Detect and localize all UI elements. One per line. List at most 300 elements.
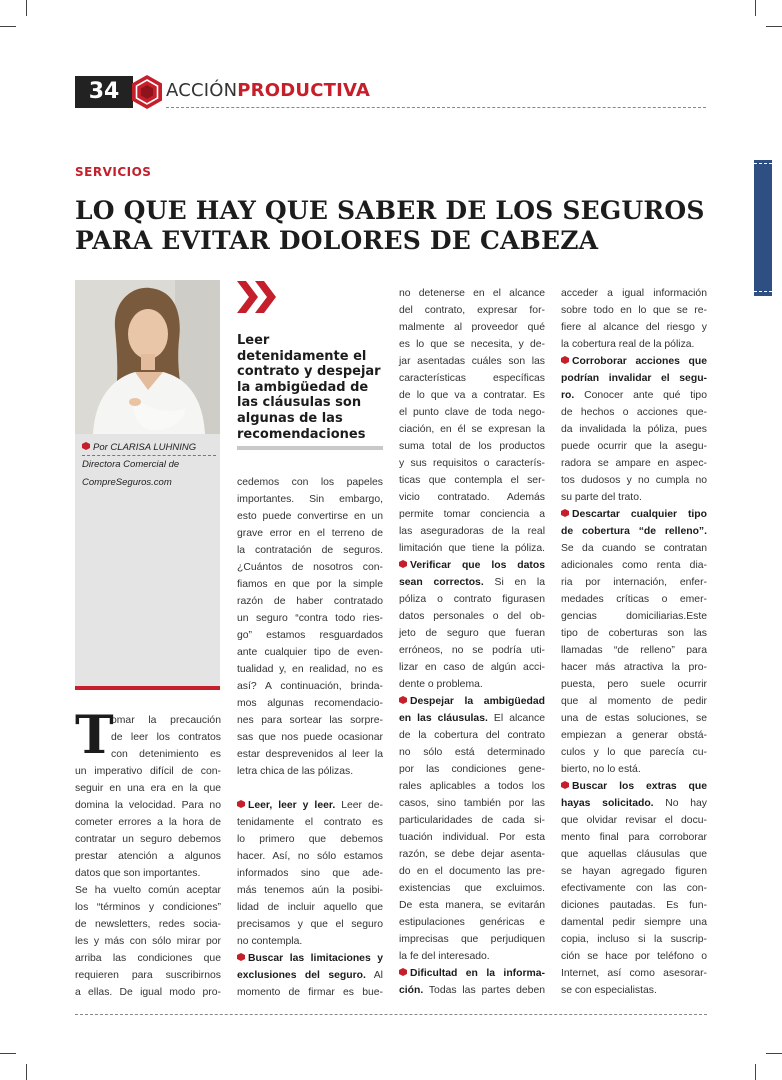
line-text: importantes. Sin embargo, [237,494,383,505]
text-line [399,472,545,489]
text-line [75,967,221,984]
text-line [237,525,383,542]
caption-divider [82,455,216,456]
bold-lead: hayas solicitado. [561,798,654,809]
text-line [399,676,545,693]
pull-quote: Leer detenidamente el contrato y despejar la ambigüedad de las cláusulas son algunas de las recomendaciones [237,333,381,442]
line-text: De esta manera, se evitarán [399,900,545,911]
line-text: cedemos con los papeles [237,477,383,488]
line-text: fiere al alcance del riesgo y [561,322,707,333]
text-line [399,829,545,846]
text-line [399,353,545,370]
bold-lead: exclusiones del seguro. [237,970,366,981]
text-line [399,846,545,863]
author-name-line [82,441,216,454]
text-line [399,506,545,523]
bold-lead: Despejar la ambigüedad [410,696,545,707]
text-line [399,285,545,302]
text-line [237,865,383,882]
crop-mark [755,1064,756,1080]
line-text: su parte del trato. [561,492,642,503]
line-text: gencias domiciliarias.Este [561,611,707,622]
text-line [561,761,707,778]
text-line [399,931,545,948]
line-text: domina la velocidad. Para no [75,800,221,811]
text-line [561,727,707,744]
text-line [561,319,707,336]
text-line [399,404,545,421]
text-line [237,576,383,593]
sidebar-accent-bar [75,686,220,690]
line-text: de newsletters, redes socia- [75,919,221,930]
text-line [561,795,707,812]
text-line [237,882,383,899]
text-line [561,982,707,999]
line-text: se con especialistas. [561,985,657,996]
line-text: rales aplicables a todos los [399,781,545,792]
footer-divider [75,1014,707,1015]
line-text: un imperativo difícil de con- [75,766,221,777]
bold-lead: Buscar los extras que [572,781,707,792]
author-photo [75,280,220,434]
text-line [237,746,383,763]
line-text: fiamos en que por la simple [237,579,383,590]
text-line [561,421,707,438]
bullet-hexagon-icon [399,696,407,704]
text-line [399,659,545,676]
line-text: dente o problema. [399,679,483,690]
text-line [237,542,383,559]
text-line [561,387,707,404]
text-line [399,710,545,727]
text-line [399,591,545,608]
text-line [399,642,545,659]
line-text: que aquellas cláusulas que [561,849,707,860]
text-line [75,831,221,848]
line-text: tuación individual. Por esta [399,832,545,843]
bullet-hexagon-icon [399,560,407,568]
text-line [561,540,707,557]
line-text: mos algunas recomendacio- [237,698,383,709]
text-line [561,642,707,659]
line-text: efectivamente con las con- [561,883,707,894]
page-number: 34 [75,76,133,108]
text-line [399,863,545,880]
text-line [561,438,707,455]
line-text: requieren para suscribirnos [75,970,221,981]
text-line [75,848,221,865]
text-line [399,319,545,336]
bullet-hexagon-icon [561,781,569,789]
text-line [237,559,383,576]
line-text: lizar en caso de algún acci- [399,662,545,673]
crop-mark [0,26,16,27]
drop-cap: T [75,705,114,766]
line-text: adicionales como renta dia- [561,560,707,571]
text-line [399,625,545,642]
line-text: da invalidada la póliza, pues [561,424,707,435]
text-line [75,882,221,899]
text-line [399,523,545,540]
line-text: estipulaciones genéricas e [399,917,545,928]
text-line [561,506,707,523]
line-text: el punto clave de toda nego- [399,407,545,418]
bold-lead: Dificultad en la informa- [410,968,545,979]
text-line [237,984,383,1001]
line-text: mento final para corroborar [561,832,707,843]
text-line [237,627,383,644]
text-line [399,812,545,829]
line-text: no detenerse en el alcance [399,288,545,299]
line-text: características específicas [399,373,545,384]
text-line [561,914,707,931]
article-column-2 [237,474,383,1001]
line-text: acceder a igual información [561,288,707,299]
paragraph-gap [237,780,383,797]
text-line [237,933,383,950]
text-line [561,285,707,302]
text-line [75,950,221,967]
line-text: damental pedir siempre una [561,917,707,928]
bold-lead: podrían invalidar el segu- [561,373,707,384]
line-text: informados sino que ade- [237,868,383,879]
line-text: casos, sino también por las [399,798,545,809]
text-line [399,761,545,778]
line-text: lo primero que debemos [237,834,383,845]
line-text: datos que son importantes. [75,868,201,879]
line-text: del contrato, expresar for- [399,305,545,316]
line-text: más tenemos aún la posibi- [237,885,383,896]
text-line [237,814,383,831]
text-line [561,302,707,319]
line-text: copia, incluso si la suscrip- [561,934,707,945]
line-text: los “términos y condiciones” [75,902,221,913]
line-text: las aseguradoras de la real [399,526,545,537]
line-text: con detenimiento es [111,749,221,760]
line-text: bierto, no lo está. [561,764,641,775]
text-line [561,523,707,540]
text-line [399,557,545,574]
line-text: seguir en una era en la que [75,783,221,794]
line-text: limitación que tiene la póliza. [399,543,545,554]
text-line [399,744,545,761]
text-line [237,474,383,491]
line-text: por las condiciones gene- [399,764,545,775]
text-line [399,489,545,506]
text-line [237,967,383,984]
line-text: tos dudosos y no cumpla no [561,475,707,486]
text-line [561,370,707,387]
text-line [75,984,221,1001]
line-text: Internet, así como asesorar- [561,968,707,979]
text-line [237,661,383,678]
bullet-hexagon-icon [237,800,245,808]
line-text: llamadas “de relleno” para [561,645,707,656]
text-line [561,693,707,710]
text-line [399,336,545,353]
bullet-hexagon-icon [561,509,569,517]
line-text: tipo de coberturas son las [561,628,707,639]
text-line [399,948,545,965]
text-line [237,797,383,814]
bullet-hexagon-icon [399,968,407,976]
text-line [237,763,383,780]
article-column-1 [75,705,221,1001]
brand-part-2: PRODUCTIVA [237,80,371,101]
text-line [237,950,383,967]
line-text: momento de firmar es bue- [237,987,383,998]
text-line [237,831,383,848]
text-line [561,336,707,353]
text-line [561,625,707,642]
text-line [75,865,221,882]
line-text: culos y lo que parecía cu- [561,747,707,758]
text-line [561,897,707,914]
line-text: la fe del interesado. [399,951,490,962]
bullet-hexagon-icon [561,356,569,364]
text-line [75,933,221,950]
line-text: estar desprevenidos al leer la [237,749,383,760]
text-line [561,353,707,370]
bold-lead: ción. [399,985,424,996]
line-text: diciones pautadas. Es fun- [561,900,707,911]
text-line [561,931,707,948]
double-chevron-icon [237,281,279,313]
bold-lead: Descartar cualquier tipo [572,509,707,520]
text-line [399,574,545,591]
line-text: ¿Cuántos de nosotros con- [237,562,383,573]
line-text: suma total de los productos [399,441,545,452]
bold-lead: Corroborar acciones que [572,356,707,367]
line-text: vicio contratado. Además [399,492,545,503]
line-text: así? A continuación, brinda- [237,681,383,692]
line-text: ante cualquier tipo de even- [237,647,383,658]
line-text: particularidades de cada si- [399,815,545,826]
line-text: un seguro “contra todo ries- [237,613,383,624]
text-line [399,982,545,999]
line-text: arriba las condiciones que [75,953,221,964]
line-text: puede ocurrir que la asegu- [561,441,707,452]
crop-mark [26,1064,27,1080]
text-line [561,829,707,846]
line-text: ciación, en él se expresan la [399,424,545,435]
line-text: puesta, pero suele ocurrir [561,679,707,690]
text-line [399,608,545,625]
text-line [75,797,221,814]
line-text: datos personales o del ob- [399,611,545,622]
crop-mark [766,26,782,27]
text-line [237,848,383,865]
line-text: sas que nos puede ocasionar [237,732,383,743]
line-text: Leer de- [335,800,383,811]
text-line [561,778,707,795]
line-text: se hayan agregado figuren [561,866,707,877]
brand-part-1: ACCIÓN [166,80,238,101]
line-text: que olvidar revisar el docu- [561,815,707,826]
line-text: hacer. Así, no sólo estamos [237,851,383,862]
line-text: de lo que va a contratar. Es [399,390,545,401]
crop-mark [766,1053,782,1054]
text-line [399,302,545,319]
line-text: precisamos y que el seguro [237,919,383,930]
line-text: no contempla. [237,936,303,947]
line-text: una de estas soluciones, se [561,713,707,724]
tab-dash [754,291,772,292]
line-text: es lo que se necesita, y de- [399,339,545,350]
text-line [399,438,545,455]
line-text: de leer los contratos [111,732,221,743]
bold-lead: en las cláusulas. [399,713,488,724]
line-text: imprecisas que perjudiquen [399,934,545,945]
text-line [399,727,545,744]
text-line [237,899,383,916]
line-text: la contratación de seguros. [237,545,383,556]
line-text: no sólo está determinado [399,747,545,758]
line-text: existencias que excluimos. [399,883,545,894]
tab-dash [754,163,772,164]
bold-lead: Verificar que los datos [410,560,545,571]
line-text: permite tomar conciencia a [399,509,545,520]
crop-mark [0,1053,16,1054]
text-line [399,421,545,438]
text-line [399,693,545,710]
text-line [399,914,545,931]
text-line [399,370,545,387]
text-line [237,593,383,610]
author-role: Directora Comercial de [82,459,180,470]
line-text: Se ha vuelto común aceptar [75,885,221,896]
bold-lead: Leer, leer y leer. [248,800,336,811]
text-line [399,778,545,795]
line-text: Conocer ante qué tipo [574,390,707,401]
text-line [237,678,383,695]
line-text: El alcance [487,713,546,724]
line-text: Al [365,970,383,981]
article-column-4 [561,285,707,999]
line-text: de la cobertura del contrato [399,730,545,741]
crop-mark [755,0,756,16]
bold-lead: de cobertura “de relleno”. [561,526,707,537]
text-line [399,540,545,557]
text-line [561,489,707,506]
line-text: radora se ampare en aspec- [561,458,707,469]
line-text: razón de haber contratado [237,596,383,607]
text-line [237,610,383,627]
author-name: Por CLARISA LUHNING [93,442,197,453]
line-text: póliza o contrato figurasen [399,594,545,605]
line-text: grave error en el terreno de [237,528,383,539]
text-line [237,712,383,729]
text-line [75,899,221,916]
line-text: nes para sortear las sorpre- [237,715,383,726]
pull-quote-divider [237,446,383,450]
line-text: esto puede convertirse en un [237,511,383,522]
text-line [561,591,707,608]
text-line [399,965,545,982]
line-text: erróneos, no se podría uti- [399,645,545,656]
text-line [237,644,383,661]
line-text: y sus requisitos o caracterís- [399,458,545,469]
line-text: ticas que contempla el ser- [399,475,545,486]
line-text: No hay [653,798,708,809]
line-text: hacer más atractiva la pro- [561,662,707,673]
line-text: letra chica de las pólizas. [237,766,354,777]
text-line [561,863,707,880]
side-tab [754,160,772,296]
line-text: omar la precaución [111,715,221,726]
line-text: les y más con sólo mirar por [75,936,221,947]
text-line [75,916,221,933]
bold-lead: sean correctos. [399,577,484,588]
text-line [561,880,707,897]
crop-mark [26,0,27,16]
line-text: sobre todo en lo que se re- [561,305,707,316]
text-line [561,574,707,591]
line-text: tualidad y, en realidad, no es [237,664,383,675]
line-text: jeto de seguro que fueran [399,628,545,639]
bullet-hexagon-icon [237,953,245,961]
line-text: malmente al proveedor qué [399,322,545,333]
line-text: Si en la [483,577,545,588]
line-text: contratar un seguro debemos [75,834,221,845]
text-line [237,695,383,712]
author-portrait-image [75,280,220,434]
text-line [561,455,707,472]
line-text: la cobertura real de la póliza. [561,339,695,350]
line-text: Todas las partes deben [423,985,545,996]
line-text: lidad de incluir aquello que [237,902,383,913]
text-line [561,404,707,421]
article-column-3 [399,285,545,999]
bold-lead: Buscar las limitaciones y [248,953,383,964]
bullet-hexagon-icon [82,442,90,450]
header-divider [166,107,706,108]
text-line [237,491,383,508]
line-text: do en el documento las pre- [399,866,545,877]
text-line [561,710,707,727]
line-text: go” estamos resguardados [237,630,383,641]
line-text: cometer errores a la hora de [75,817,221,828]
section-label: SERVICIOS [75,165,152,179]
text-line [561,744,707,761]
line-text: tenidamente el contrato es [237,817,383,828]
author-caption [82,441,216,489]
text-line [561,948,707,965]
text-line [561,557,707,574]
line-text: empiezan a generar obstá- [561,730,707,741]
text-line [399,897,545,914]
author-company: CompreSeguros.com [82,477,172,488]
text-line [561,812,707,829]
line-text: que al momento de pedir [561,696,707,707]
line-text: Se da cuando se contratan [561,543,707,554]
bold-lead: ro. [561,390,575,401]
text-line [75,814,221,831]
text-line [237,729,383,746]
text-line [399,795,545,812]
publication-title [166,80,370,102]
line-text: ria por internación, enfer- [561,577,707,588]
text-line [399,387,545,404]
text-line [561,608,707,625]
text-line [561,846,707,863]
article-title: LO QUE HAY QUE SABER DE LOS SEGUROS PARA EVITAR DOLORES DE CABEZA [75,196,705,255]
line-text: a ellas. De igual modo pro- [75,987,221,998]
line-text: de hechos o acciones que- [561,407,707,418]
line-text: ción se hace por teléfono o [561,951,707,962]
text-line [237,916,383,933]
text-line [561,676,707,693]
